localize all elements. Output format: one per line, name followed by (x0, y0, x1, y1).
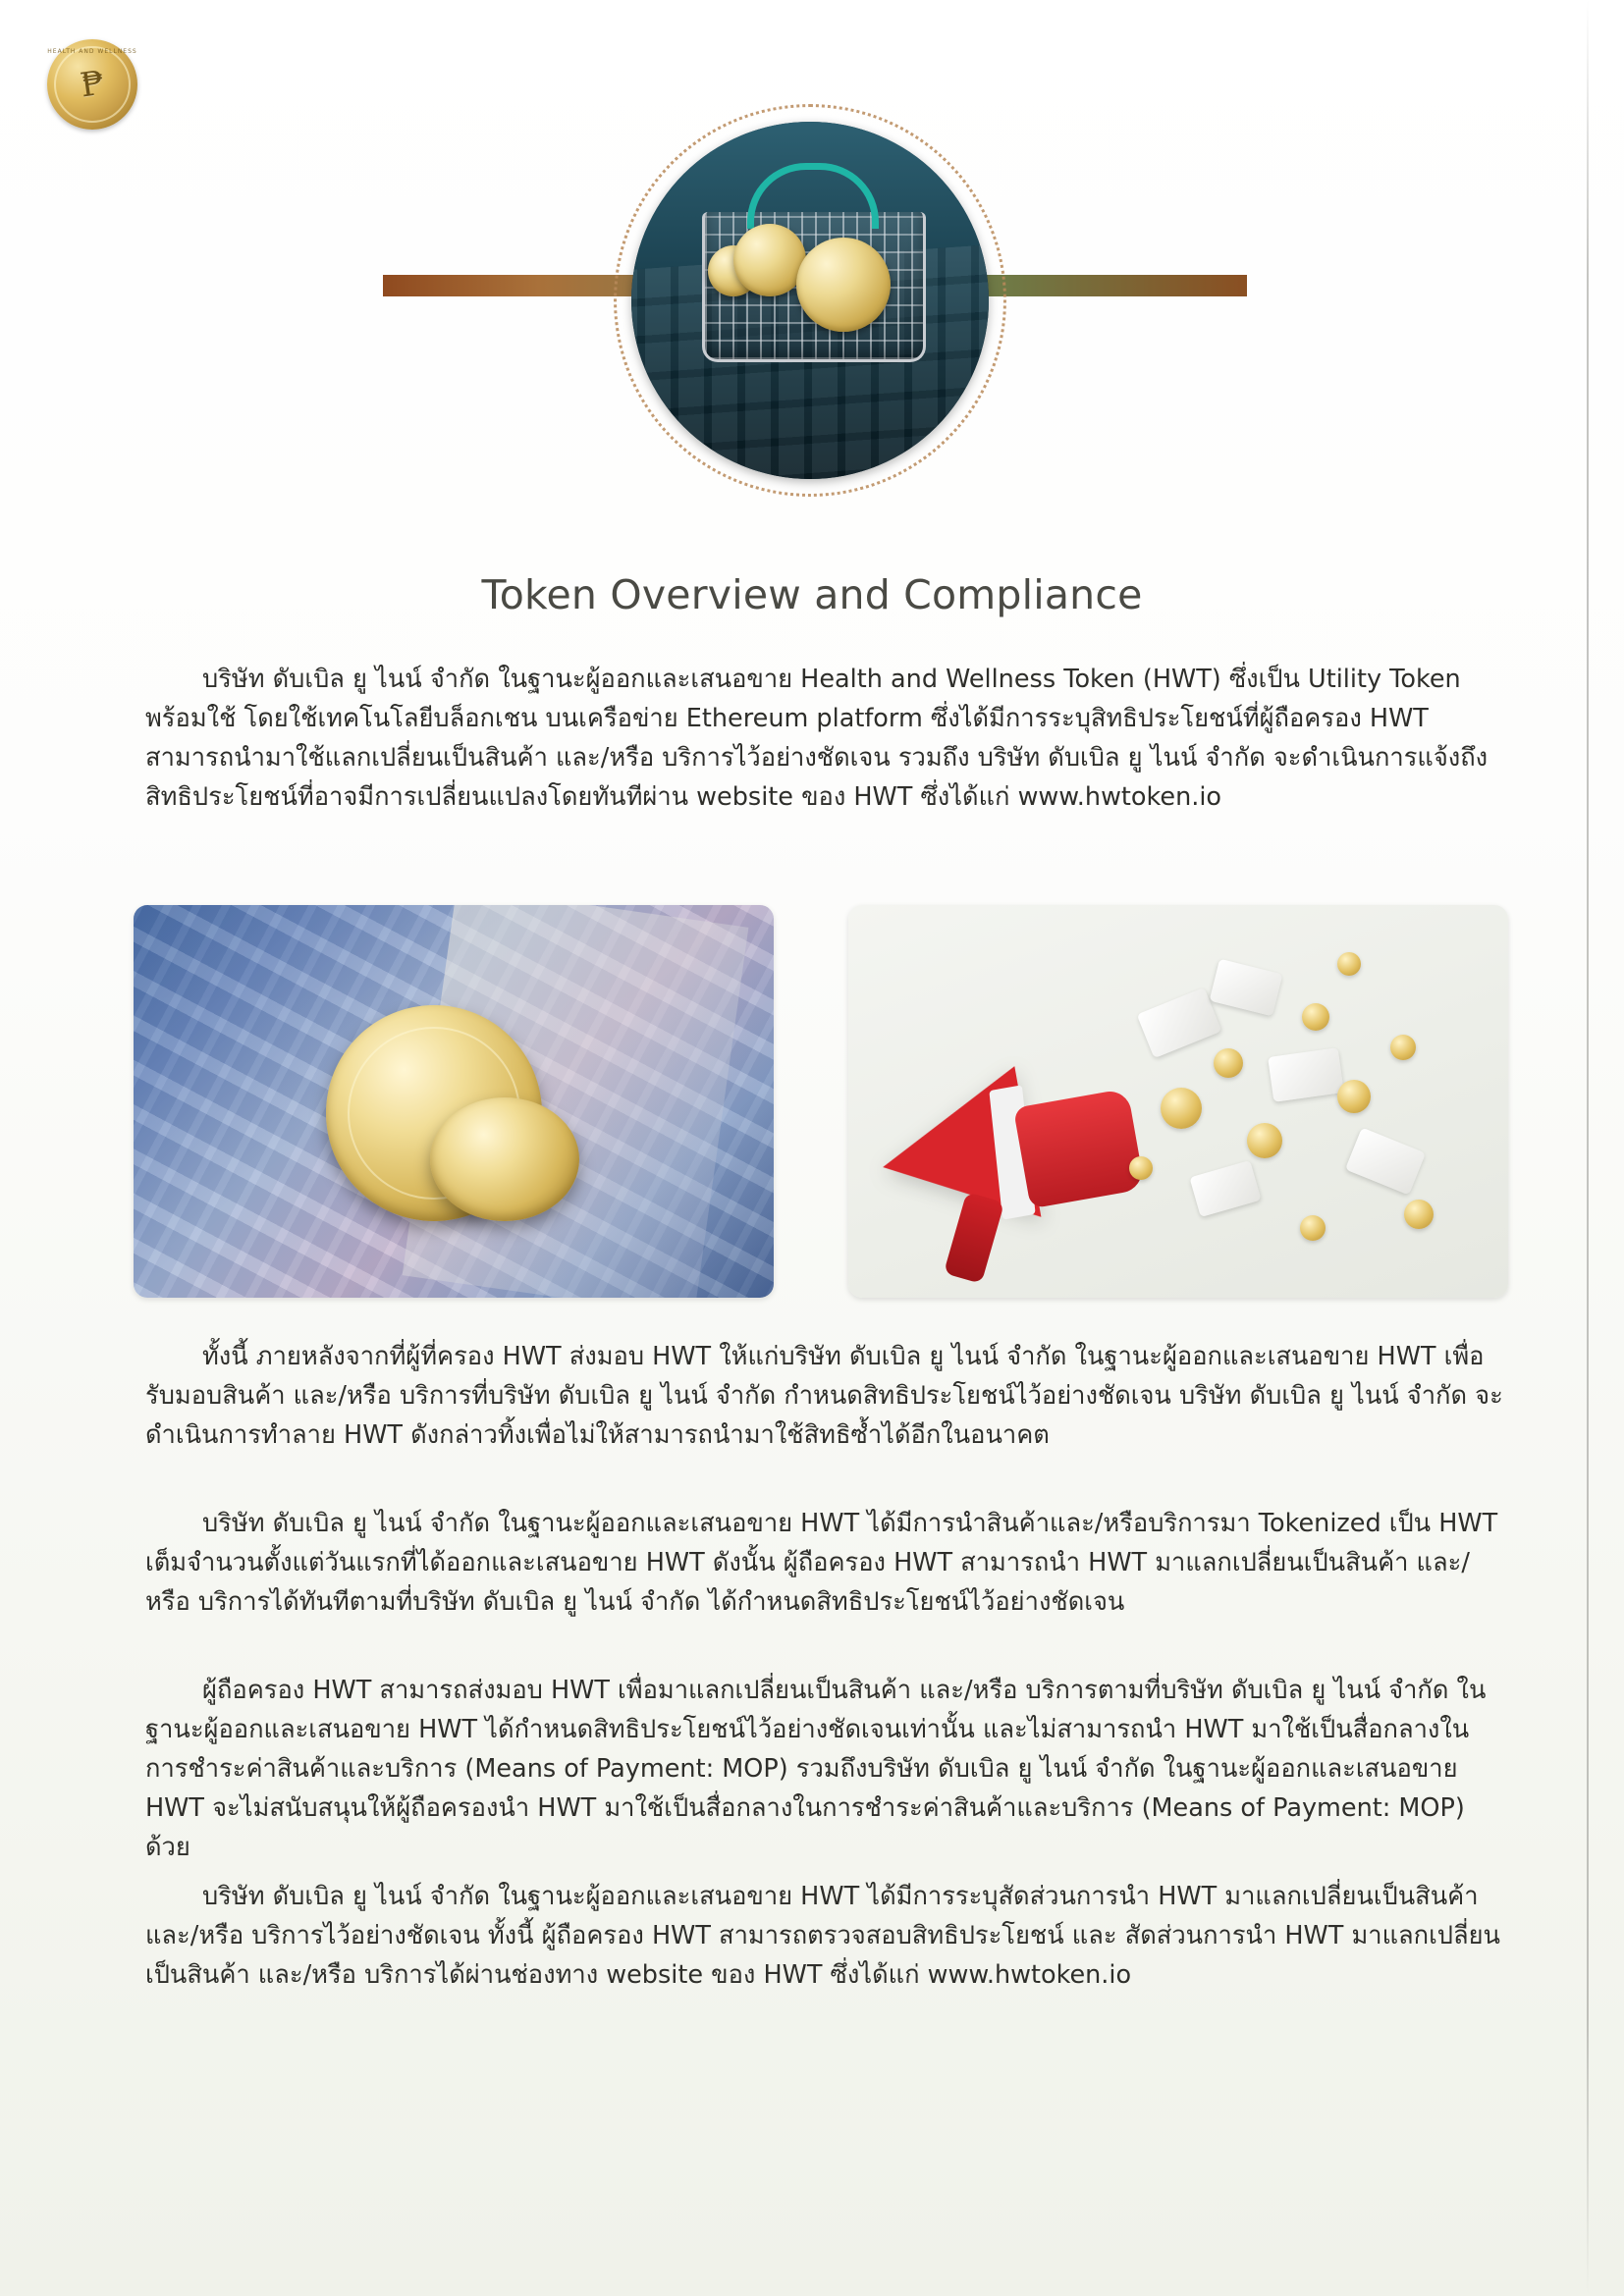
hero-section (0, 94, 1624, 507)
coin-spark-7 (1404, 1200, 1434, 1229)
coin-spark-2 (1214, 1048, 1243, 1078)
coin-spark-6 (1390, 1035, 1416, 1060)
paragraph-2: ทั้งนี้ ภายหลังจากที่ผู้ที่ครอง HWT ส่งมอบ HWT ให้แก่บริษัท ดับเบิล ยู ไนน์ จำกัด ในฐานะผู้ออกและเสนอขาย HWT เพื่อรับมอบสินค้า และ/หรือ บริการที่บริษัท ดับเบิล ยู ไนน์ จำกัด กำหนดสิทธิประโยชน์ไว้อย่างชัดเจน บริษัท ดับเบิล ยู ไนน์ จำกัด จะดำเนินการทำลาย HWT ดังกล่าวทิ้งเพื่อไม่ให้สามารถนำมาใช้สิทธิซ้ำได้อีกในอนาคต (145, 1342, 1503, 1450)
coin-medium (733, 224, 806, 296)
coin-glyph: ₱ (78, 63, 107, 106)
coin-large (796, 238, 891, 332)
coin-arc-text: HEALTH AND WELLNESS (47, 48, 137, 55)
coin-spark-5 (1337, 1080, 1371, 1113)
megaphone-body (1013, 1089, 1145, 1209)
coin-spark-1 (1161, 1088, 1202, 1129)
image-pair (134, 905, 1508, 1308)
paragraph-5: บริษัท ดับเบิล ยู ไนน์ จำกัด ในฐานะผู้ออกและเสนอขาย HWT ได้มีการระบุสัดส่วนการนำ HWT มาแลกเปลี่ยนเป็นสินค้า และ/หรือ บริการไว้อย่างชัดเจน ทั้งนี้ ผู้ถือครอง HWT สามารถตรวจสอบสิทธิประโยชน์ และ สัดส่วนการนำ HWT มาแลกเปลี่ยนเป็นสินค้า และ/หรือ บริการได้ผ่านช่องทาง website ของ HWT ซึ่งได้แก่ www.hwtoken.io (145, 1882, 1500, 1990)
coin-spark-9 (1337, 952, 1361, 976)
coin-spark-10 (1129, 1156, 1153, 1180)
card-2 (1210, 959, 1283, 1017)
gold-coins-on-banknotes-photo (134, 905, 774, 1298)
paragraph-3: บริษัท ดับเบิล ยู ไนน์ จำกัด ในฐานะผู้ออกและเสนอขาย HWT ได้มีการนำสินค้าและ/หรือบริการมา Tokenized เป็น HWT เต็มจำนวนตั้งแต่วันแรกที่ได้ออกและเสนอขาย HWT ดังนั้น ผู้ถือครอง HWT สามารถนำ HWT มาแลกเปลี่ยนเป็นสินค้า และ/หรือ บริการได้ทันทีตามที่บริษัท ดับเบิล ยู ไนน์ จำกัด ได้กำหนดสิทธิประโยชน์ไว้อย่างชัดเจน (145, 1509, 1498, 1617)
coin-spark-4 (1302, 1003, 1329, 1031)
card-4 (1345, 1128, 1426, 1196)
coin-spark-8 (1300, 1215, 1326, 1241)
coin-spark-3 (1247, 1123, 1282, 1158)
megaphone-with-coins-photo (848, 905, 1508, 1298)
hero-basket-photo (631, 122, 989, 479)
card-3 (1268, 1047, 1344, 1102)
card-1 (1137, 988, 1222, 1058)
paragraph-1: บริษัท ดับเบิล ยู ไนน์ จำกัด ในฐานะผู้ออกและเสนอขาย Health and Wellness Token (HWT) ซึ่งเป็น Utility Token พร้อมใช้ โดยใช้เทคโนโลยีบล็อกเชน บนเครือข่าย Ethereum platform ซึ่งได้มีการระบุสิทธิประโยชน์ที่ผู้ถือครอง HWT สามารถนำมาใช้แลกเปลี่ยนเป็นสินค้า และ/หรือ บริการไว้อย่างชัดเจน รวมถึง บริษัท ดับเบิล ยู ไนน์ จำกัด จะดำเนินการแจ้งถึงสิทธิประโยชน์ที่อาจมีการเปลี่ยนแปลงโดยทันทีผ่าน website ของ HWT ซึ่งได้แก่ www.hwtoken.io (145, 665, 1489, 812)
card-5 (1189, 1160, 1261, 1217)
page-title: Token Overview and Compliance (481, 571, 1143, 618)
coin-behind (430, 1097, 579, 1221)
paragraph-4: ผู้ถือครอง HWT สามารถส่งมอบ HWT เพื่อมาแลกเปลี่ยนเป็นสินค้า และ/หรือ บริการตามที่บริษัท ดับเบิล ยู ไนน์ จำกัด ในฐานะผู้ออกและเสนอขาย HWT ได้กำหนดสิทธิประโยชน์ไว้อย่างชัดเจนเท่านั้น และไม่สามารถนำ HWT มาใช้เป็นสื่อกลางในการชำระค่าสินค้าและบริการ (Means of Payment: MOP) รวมถึงบริษัท ดับเบิล ยู ไนน์ จำกัด ในฐานะผู้ออกและเสนอขาย HWT จะไม่สนับสนุนให้ผู้ถือครองนำ HWT มาใช้เป็นสื่อกลางในการชำระค่าสินค้าและบริการ (Means of Payment: MOP) ด้วย (145, 1676, 1487, 1862)
